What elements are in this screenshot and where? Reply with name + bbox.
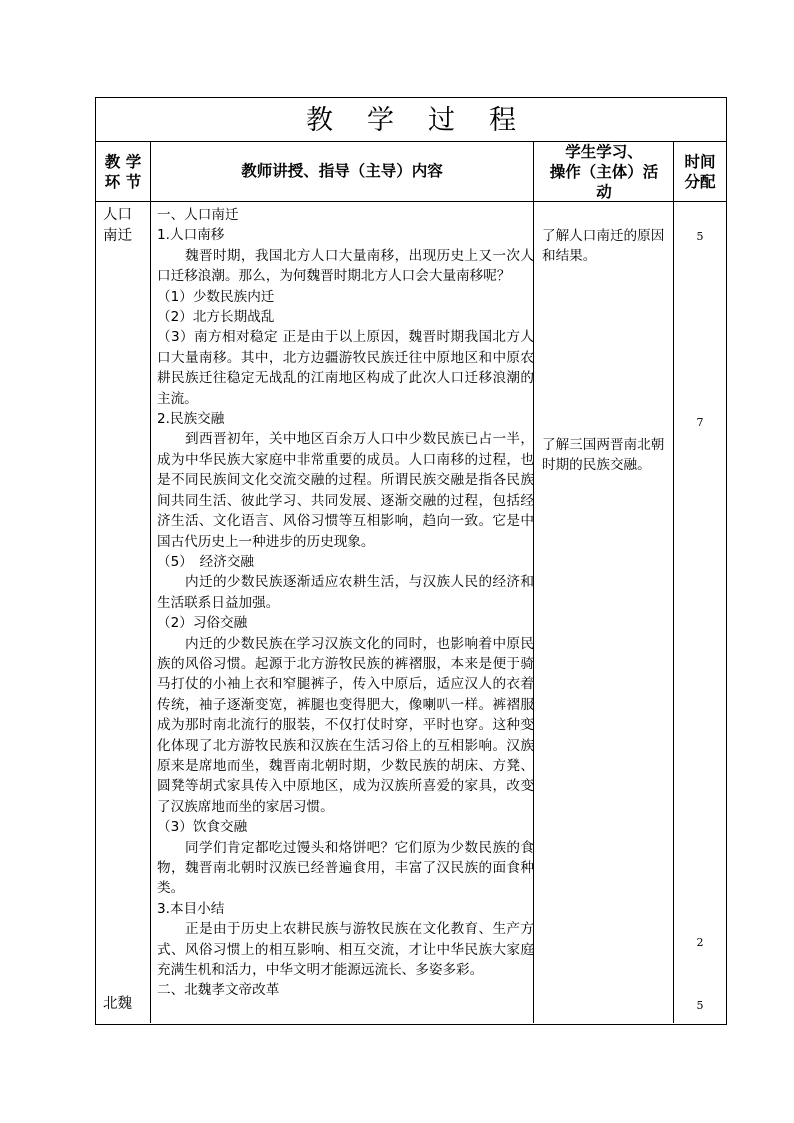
paragraph: 到西晋初年，关中地区百余万人口中少数民族已占一半，成为中华民族大家庭中非常重要的成员。人口南移的过程，也是不同民族间文化交流交融的过程。所谓民族交融是指各民族间共同生活、彼此学习、共同发展、逐渐交融的过程，包括经济生活、文化语言、风俗习惯等互相影响，趋向一致。它是中国古代历史上一种进步的历史现象。 <box>157 431 534 550</box>
header-student-activity <box>534 142 674 202</box>
list-item: （3）饮食交融 <box>157 819 248 836</box>
section-heading: 一、人口南迁 <box>157 207 239 223</box>
paragraph: 内迁的少数民族逐渐适应农耕生活，与汉族人民的经济和生活联系日益加强。 <box>157 574 534 611</box>
list-item: （5） 经济交融 <box>157 553 255 570</box>
header-stage-line: 教 学 <box>104 153 142 171</box>
list-item: （1）少数民族内迁 <box>157 288 275 305</box>
paragraph: 同学们肯定都吃过馒头和烙饼吧？它们原为少数民族的食物，魏晋南北朝时汉族已经普遍食用，丰富了汉民族的面食种类。 <box>157 839 534 897</box>
list-item: （2）习俗交融 <box>157 615 248 632</box>
header-teacher-content: 教师讲授、指导（主导）内容 <box>241 162 443 180</box>
paragraph: 魏晋时期，我国北方人口大量南移，出现历史上又一次人口迁移浪潮。那么，为何魏晋时期北方人口会大量南移呢？ <box>157 247 534 285</box>
stage-northern-wei: 北魏 <box>103 996 132 1012</box>
column-divider-1 <box>150 141 151 1023</box>
header-activity-line: 学生学习、 <box>565 143 643 161</box>
teacher-content <box>157 205 534 1001</box>
page-title: 教学过程 <box>306 105 550 136</box>
list-item: （3）南方相对稳定 正是由于以上原因，魏晋时期我国北方人口大量南移。其中，北方边疆游牧民族迁往中原地区和中原农耕民族迁往稳定无战乱的江南地区构成了此次人口迁移浪潮的主流。 <box>157 329 534 407</box>
time-value: 2 <box>696 936 704 949</box>
stage-line: 人口 <box>103 207 132 223</box>
section-heading: 二、北魏孝文帝改革 <box>157 982 280 999</box>
subsection-heading: 3.本目小结 <box>157 900 225 917</box>
stage-population-migration <box>103 205 132 246</box>
column-divider-3 <box>673 141 674 1023</box>
header-stage-line: 环 节 <box>104 173 142 191</box>
header-activity-line: 动 <box>596 183 612 201</box>
lesson-process-table <box>95 97 727 1025</box>
header-stage <box>95 152 151 192</box>
subsection-heading: 1.人口南移 <box>157 227 225 244</box>
subsection-heading: 2.民族交融 <box>157 411 225 428</box>
header-time-line: 时间 <box>684 153 716 171</box>
time-value: 7 <box>696 416 704 429</box>
time-value: 5 <box>696 999 704 1012</box>
time-value: 5 <box>696 230 704 243</box>
header-time-line: 分配 <box>684 173 716 191</box>
header-activity-line: 操作（主体）活 <box>549 163 659 181</box>
paragraph: 正是由于历史上农耕民族与游牧民族在文化教育、生产方式、风俗习惯上的相互影响、相互交流，才让中华民族大家庭充满生机和活力，中华文明才能源远流长、多姿多彩。 <box>157 921 534 979</box>
paragraph: 内迁的少数民族在学习汉族文化的同时，也影响着中原民族的风俗习惯。起源于北方游牧民族的裤褶服，本来是便于骑马打仗的小袖上衣和窄腿裤子，传入中原后，适应汉人的衣着传统，袖子逐渐变宽，裤腿也变得肥大，像喇叭一样。裤褶服成为那时南北流行的服装，不仅打仗时穿，平时也穿。这种变化体现了北方游牧民族和汉族在生活习俗上的互相影响。汉族原来是席地而坐，魏晋南北朝时期，少数民族的胡床、方凳、圆凳等胡式家具传入中原地区，成为汉族所喜爱的家具，改变了汉族席地而坐的家居习惯。 <box>157 635 534 815</box>
header-time <box>674 152 726 192</box>
student-activity-2: 了解三国两晋南北朝时期的民族交融。 <box>542 437 665 474</box>
student-activity-1: 了解人口南迁的原因和结果。 <box>542 228 665 265</box>
list-item: （2）北方长期战乱 <box>157 309 275 326</box>
stage-line: 南迁 <box>103 227 132 244</box>
